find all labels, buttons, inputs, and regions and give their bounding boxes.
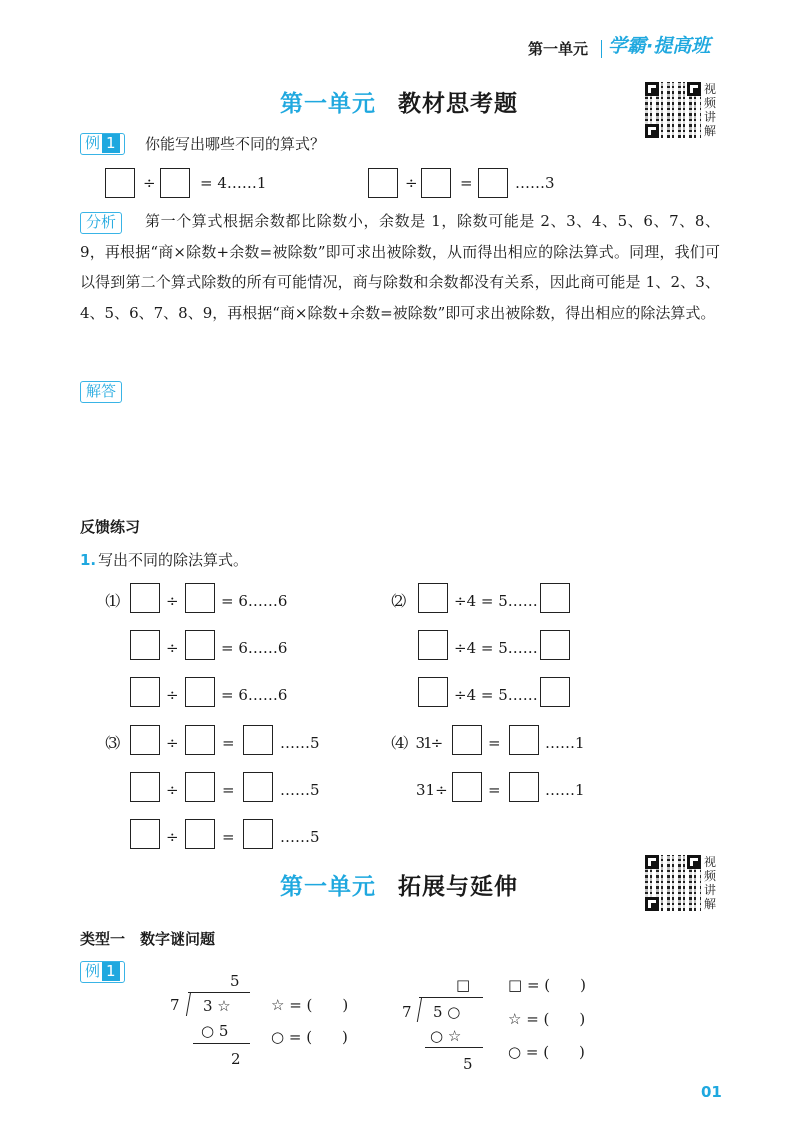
answer-box[interactable] — [130, 819, 160, 849]
answer-box[interactable] — [418, 677, 448, 707]
answer-box[interactable] — [185, 772, 215, 802]
equation-rest: ÷4 = 5…… — [454, 639, 538, 657]
product: ○ 5 — [201, 1022, 229, 1040]
answer-square: □ = ( ) — [508, 976, 586, 994]
part-label: （2） — [382, 592, 413, 610]
brand-main: 学霸 — [608, 35, 647, 57]
equation-rest: = 6……6 — [221, 592, 288, 610]
answer-star: ☆ = ( ) — [271, 996, 349, 1014]
answer-box[interactable] — [540, 583, 570, 613]
division-bar — [188, 992, 250, 993]
equals-sign: = — [222, 781, 235, 799]
answer-box[interactable] — [418, 583, 448, 613]
section-title-2 — [280, 868, 518, 901]
question-number: 1. — [80, 551, 97, 569]
subtract-line — [193, 1043, 250, 1044]
analysis-text — [80, 206, 720, 328]
answer-box[interactable] — [185, 677, 215, 707]
header-divider — [601, 40, 602, 58]
answer-box[interactable] — [185, 630, 215, 660]
qr-char: 解 — [704, 897, 717, 911]
dividend: 3 ☆ — [203, 997, 231, 1015]
answer-box[interactable] — [540, 677, 570, 707]
answer-box[interactable] — [243, 819, 273, 849]
qr-label — [704, 855, 718, 911]
qr-char: 频 — [704, 96, 717, 110]
equation-rest: ……1 — [545, 781, 585, 799]
equation-rest: ……1 — [545, 734, 585, 752]
equation-rest: ……5 — [280, 781, 320, 799]
equals-sign: = — [488, 734, 501, 752]
div-sign: ÷ — [166, 734, 179, 752]
remainder: 5 — [463, 1055, 473, 1073]
example-tag-text: 例 — [85, 134, 101, 152]
answer-box[interactable] — [509, 725, 539, 755]
equals-sign: = — [222, 734, 235, 752]
analysis-line: 的除法算式。 — [625, 303, 716, 322]
answer-box[interactable] — [452, 725, 482, 755]
answer-box[interactable] — [540, 630, 570, 660]
answer-box[interactable] — [368, 168, 398, 198]
equation-rest: ……5 — [280, 828, 320, 846]
answer-box[interactable] — [130, 772, 160, 802]
answer-circle: ○ = ( ) — [271, 1028, 348, 1046]
practice-heading: 反馈练习 — [80, 518, 141, 536]
answer-box[interactable] — [185, 583, 215, 613]
answer-box[interactable] — [478, 168, 508, 198]
answer-tag: 解答 — [80, 381, 122, 403]
section-name: 教材思考题 — [398, 90, 518, 117]
answer-box[interactable] — [418, 630, 448, 660]
equation-rest: ……5 — [280, 734, 320, 752]
qr-finder — [687, 82, 701, 96]
example-tag-num: 1 — [102, 962, 120, 981]
section-unit: 第一单元 — [280, 873, 376, 900]
qr-code-icon — [645, 82, 701, 138]
div-sign: ÷ — [166, 592, 179, 610]
answer-box[interactable] — [130, 677, 160, 707]
equation-rest: ……3 — [515, 174, 555, 192]
equation-rest: = 6……6 — [221, 639, 288, 657]
qr-char: 讲 — [704, 883, 717, 897]
page-number: 01 — [701, 1083, 722, 1101]
qr-finder — [645, 124, 659, 138]
equation-rest: = 4……1 — [200, 174, 267, 192]
qr-char: 视 — [704, 82, 717, 96]
answer-box[interactable] — [130, 583, 160, 613]
division-bracket — [417, 997, 422, 1022]
answer-box[interactable] — [185, 725, 215, 755]
answer-star: ☆ = ( ) — [508, 1010, 586, 1028]
answer-box[interactable] — [509, 772, 539, 802]
question-text: 写出不同的除法算式。 — [98, 551, 249, 569]
equation-prefix: 31÷ — [416, 781, 448, 799]
example-tag-text: 例 — [85, 962, 101, 980]
division-bracket — [186, 992, 191, 1016]
brand-logo — [608, 37, 710, 55]
example-tag — [80, 961, 125, 983]
analysis-tag: 分析 — [80, 212, 122, 234]
div-sign: ÷ — [166, 781, 179, 799]
analysis-line: 是 1、2、3、4、5、6、7、8、9，再根据“商×除数+余数=被除数”即可求出被除数，得出相应 — [80, 273, 720, 322]
subtract-line — [425, 1047, 483, 1048]
qr-code-icon — [645, 855, 701, 911]
section-name: 拓展与延伸 — [398, 873, 518, 900]
part-label: （3） — [96, 734, 127, 752]
answer-circle: ○ = ( ) — [508, 1043, 585, 1061]
analysis-line: 第一个算式根据余数都比除数小，余数是 1，除数可能是 2、3、4、5、6、7、8、9，再根 — [80, 212, 720, 261]
section-unit: 第一单元 — [280, 90, 376, 117]
type-heading: 类型一 数字谜问题 — [80, 930, 216, 948]
equation-rest: ÷4 = 5…… — [454, 592, 538, 610]
answer-box[interactable] — [130, 630, 160, 660]
qr-finder — [645, 897, 659, 911]
divisor: 7 — [402, 1003, 412, 1021]
answer-box[interactable] — [452, 772, 482, 802]
answer-box[interactable] — [130, 725, 160, 755]
qr-char: 频 — [704, 869, 717, 883]
equals-sign: = — [460, 174, 473, 192]
answer-box[interactable] — [421, 168, 451, 198]
example-tag-num: 1 — [102, 134, 120, 153]
qr-char: 解 — [704, 124, 717, 138]
answer-box[interactable] — [243, 772, 273, 802]
header-unit: 第一单元 — [528, 40, 589, 58]
divisor: 7 — [170, 996, 180, 1014]
section-title-1 — [280, 85, 518, 118]
div-sign: ÷ — [166, 828, 179, 846]
part-label: （4）31÷ — [382, 734, 442, 752]
brand-sub: 提高班 — [653, 35, 711, 57]
answer-box[interactable] — [105, 168, 135, 198]
equals-sign: = — [222, 828, 235, 846]
brand-dot: · — [646, 35, 654, 57]
analysis-line: 可以得到第二个算式除数的所有可能情况，商与除数和余数都没有关系，因此商可能 — [80, 242, 720, 291]
qr-char: 讲 — [704, 110, 717, 124]
quotient: 5 — [230, 972, 240, 990]
qr-finder — [645, 855, 659, 869]
equation-rest: = 6……6 — [221, 686, 288, 704]
analysis-line: 据“商×除数+余数=被除数”即可求出被除数，从而得出相应的除法算式。同理，我们 — [135, 242, 705, 261]
div-sign: ÷ — [166, 639, 179, 657]
div-sign: ÷ — [143, 174, 156, 192]
product: ○ ☆ — [430, 1027, 462, 1045]
qr-label — [704, 82, 718, 138]
division-bar — [419, 997, 483, 998]
example-tag — [80, 133, 125, 155]
example-question: 你能写出哪些不同的算式？ — [145, 135, 326, 153]
part-label: （1） — [96, 592, 127, 610]
answer-box[interactable] — [243, 725, 273, 755]
answer-box[interactable] — [185, 819, 215, 849]
qr-finder — [645, 82, 659, 96]
qr-char: 视 — [704, 855, 717, 869]
div-sign: ÷ — [166, 686, 179, 704]
div-sign: ÷ — [405, 174, 418, 192]
quotient: □ — [456, 976, 471, 994]
remainder: 2 — [231, 1050, 241, 1068]
answer-box[interactable] — [160, 168, 190, 198]
dividend: 5 ○ — [433, 1003, 461, 1021]
equals-sign: = — [488, 781, 501, 799]
equation-rest: ÷4 = 5…… — [454, 686, 538, 704]
qr-finder — [687, 855, 701, 869]
